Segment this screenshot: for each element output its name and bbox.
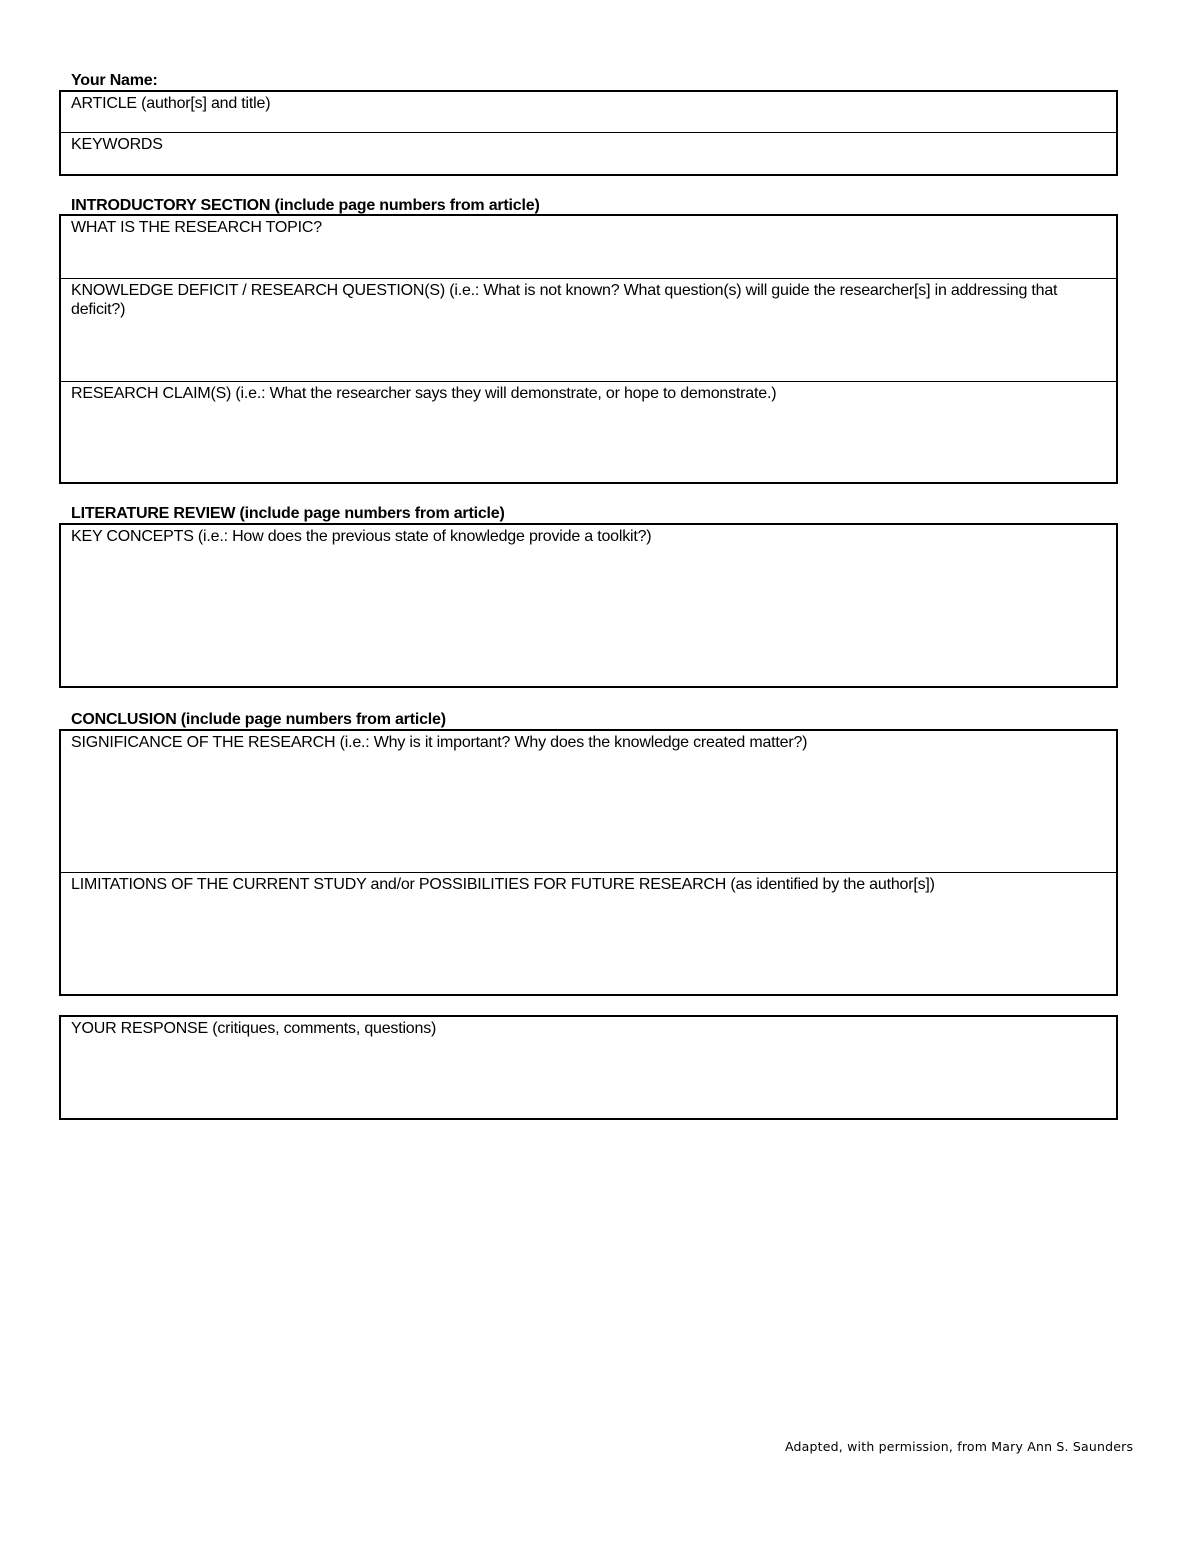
your-name-label: Your Name:	[71, 72, 158, 89]
response-box	[59, 1015, 1118, 1120]
conclusion-title: CONCLUSION (include page numbers from article)	[71, 711, 446, 728]
knowledge-deficit-field[interactable]	[61, 279, 1116, 382]
key-concepts-field[interactable]	[61, 525, 1116, 686]
keywords-field-label: KEYWORDS	[71, 136, 163, 153]
response-field[interactable]	[61, 1017, 1116, 1118]
introductory-section-box	[59, 214, 1118, 484]
limitations-field[interactable]	[61, 873, 1116, 994]
research-claims-field[interactable]	[61, 382, 1116, 482]
footer-credit: Adapted, with permission, from Mary Ann S. Saunders	[785, 1439, 1134, 1454]
introductory-section-title: INTRODUCTORY SECTION (include page numbers from article)	[71, 197, 540, 214]
limitations-label: LIMITATIONS OF THE CURRENT STUDY and/or POSSIBILITIES FOR FUTURE RESEARCH (as identified by the author[s])	[71, 876, 935, 893]
article-info-box	[59, 90, 1118, 176]
response-label: YOUR RESPONSE (critiques, comments, questions)	[71, 1020, 437, 1037]
significance-label: SIGNIFICANCE OF THE RESEARCH (i.e.: Why is it important? Why does the knowledge created matter?)	[71, 734, 808, 751]
article-field[interactable]	[61, 92, 1116, 133]
literature-review-title: LITERATURE REVIEW (include page numbers from article)	[71, 505, 505, 522]
knowledge-deficit-label: KNOWLEDGE DEFICIT / RESEARCH QUESTION(S) (i.e.: What is not known? What question(s) will guide the researcher[s] in addressing that deficit?)	[71, 282, 1058, 318]
research-topic-field[interactable]	[61, 216, 1116, 279]
significance-field[interactable]	[61, 731, 1116, 873]
key-concepts-label: KEY CONCEPTS (i.e.: How does the previous state of knowledge provide a toolkit?)	[71, 528, 652, 545]
research-topic-label: WHAT IS THE RESEARCH TOPIC?	[71, 219, 322, 236]
conclusion-box	[59, 729, 1118, 996]
article-field-label: ARTICLE (author[s] and title)	[71, 95, 271, 112]
keywords-field[interactable]	[61, 133, 1116, 174]
research-claims-label: RESEARCH CLAIM(S) (i.e.: What the researcher says they will demonstrate, or hope to demonstrate.)	[71, 385, 777, 402]
literature-review-box	[59, 523, 1118, 688]
